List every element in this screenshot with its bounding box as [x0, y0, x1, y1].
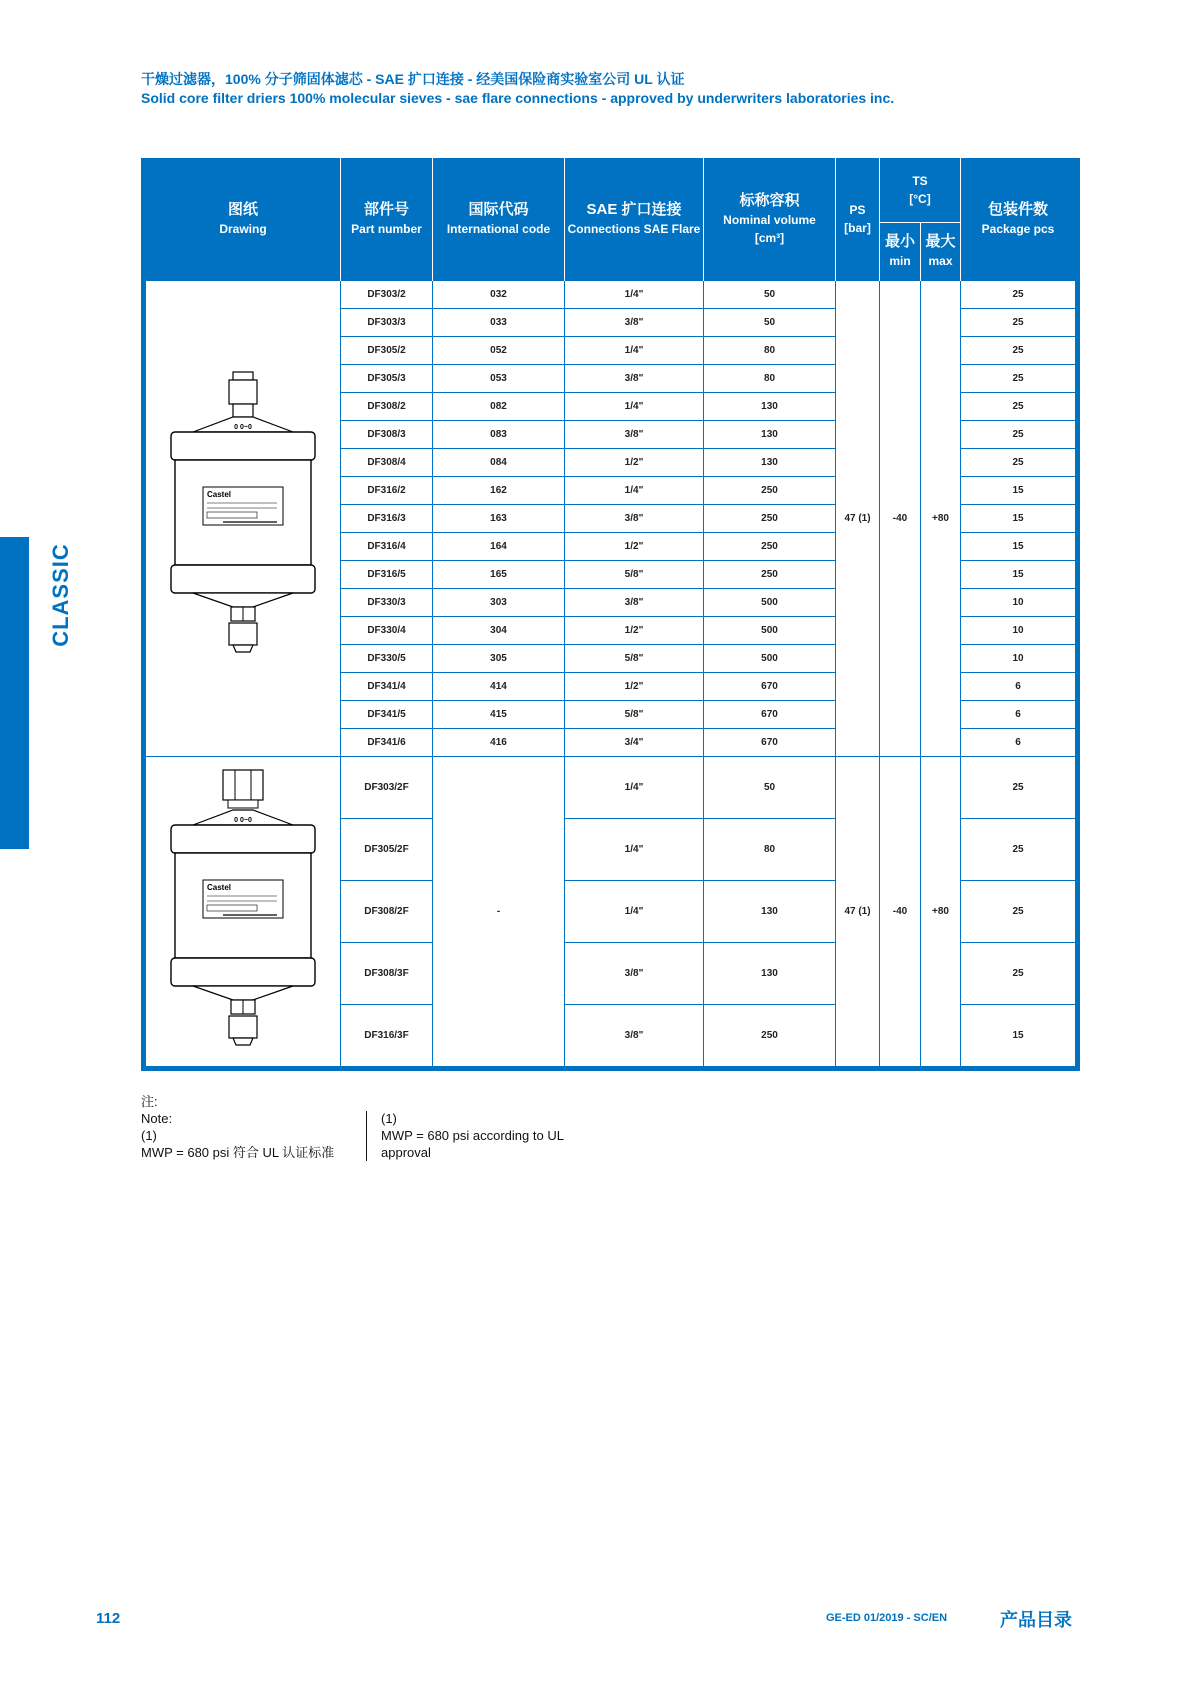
cell-part-number: DF316/4	[341, 532, 433, 560]
cell-nominal-volume: 130	[704, 942, 836, 1004]
cell-package-pcs: 25	[961, 420, 1078, 448]
cell-package-pcs: 25	[961, 448, 1078, 476]
cell-part-number: DF308/3F	[341, 942, 433, 1004]
page-title	[141, 70, 894, 108]
cell-nominal-volume: 250	[704, 532, 836, 560]
cell-part-number: DF316/5	[341, 560, 433, 588]
cell-package-pcs: 25	[961, 818, 1078, 880]
cell-package-pcs: 25	[961, 880, 1078, 942]
cell-international-code: 305	[433, 644, 565, 672]
cell-ps: 47 (1)	[836, 756, 880, 1068]
header-ts-max: 最大 max	[921, 222, 961, 280]
svg-text:0 0~0: 0 0~0	[234, 423, 252, 431]
cell-sae-connection: 1/4"	[565, 476, 704, 504]
cell-sae-connection: 5/8"	[565, 560, 704, 588]
title-en: Solid core filter driers 100% molecular sieves - sae flare connections - approved by underwriters laboratories inc.	[141, 90, 895, 106]
cell-sae-connection: 1/4"	[565, 280, 704, 308]
cell-ps: 47 (1)	[836, 280, 880, 756]
cell-sae-connection: 3/8"	[565, 308, 704, 336]
filter-drier-drawing-icon	[153, 423, 333, 670]
cell-part-number: DF305/2F	[341, 818, 433, 880]
cell-international-code: 414	[433, 672, 565, 700]
cell-package-pcs: 25	[961, 364, 1078, 392]
cell-part-number: DF308/2	[341, 392, 433, 420]
cell-sae-connection: 1/2"	[565, 448, 704, 476]
cell-package-pcs: 25	[961, 942, 1078, 1004]
cell-part-number: DF316/3F	[341, 1004, 433, 1068]
cell-part-number: DF330/4	[341, 616, 433, 644]
notes-divider	[366, 1111, 367, 1161]
cell-nominal-volume: 80	[704, 364, 836, 392]
cell-part-number: DF308/4	[341, 448, 433, 476]
cell-sae-connection: 1/4"	[565, 818, 704, 880]
cell-sae-connection: 3/8"	[565, 420, 704, 448]
table-row	[144, 280, 1078, 308]
cell-nominal-volume: 80	[704, 336, 836, 364]
cell-sae-connection: 3/8"	[565, 364, 704, 392]
cell-package-pcs: 10	[961, 616, 1078, 644]
notes-en: (1) MWP = 680 psi according to UL approval	[381, 1111, 564, 1160]
cell-ts-min: -40	[880, 756, 921, 1068]
cell-sae-connection: 1/2"	[565, 672, 704, 700]
cell-international-code: 165	[433, 560, 565, 588]
cell-ts-min: -40	[880, 280, 921, 756]
cell-ts-max: +80	[921, 280, 961, 756]
cell-nominal-volume: 670	[704, 700, 836, 728]
cell-package-pcs: 25	[961, 308, 1078, 336]
header-ts-min: 最小 min	[880, 222, 921, 280]
drawing-cell	[144, 280, 341, 756]
cell-part-number: DF341/5	[341, 700, 433, 728]
cell-international-code: 162	[433, 476, 565, 504]
header-ts: TS [°C]	[880, 158, 961, 222]
notes-cn: 注: Note: (1) MWP = 680 psi 符合 UL 认证标准	[141, 1094, 335, 1160]
cell-part-number: DF305/3	[341, 364, 433, 392]
cell-part-number: DF341/4	[341, 672, 433, 700]
cell-international-code: 084	[433, 448, 565, 476]
cell-sae-connection: 1/4"	[565, 880, 704, 942]
cell-sae-connection: 3/4"	[565, 728, 704, 756]
cell-sae-connection: 3/8"	[565, 1004, 704, 1068]
cell-nominal-volume: 670	[704, 728, 836, 756]
cell-part-number: DF305/2	[341, 336, 433, 364]
cell-package-pcs: 15	[961, 1004, 1078, 1068]
catalog-label: 产品目录	[1000, 1610, 1072, 1630]
cell-part-number: DF303/2	[341, 280, 433, 308]
cell-package-pcs: 25	[961, 280, 1078, 308]
cell-sae-connection: 1/4"	[565, 336, 704, 364]
cell-part-number: DF341/6	[341, 728, 433, 756]
cell-package-pcs: 25	[961, 392, 1078, 420]
cell-nominal-volume: 250	[704, 476, 836, 504]
cell-nominal-volume: 50	[704, 280, 836, 308]
cell-sae-connection: 3/8"	[565, 942, 704, 1004]
cell-international-code: 032	[433, 280, 565, 308]
cell-international-code: 416	[433, 728, 565, 756]
header-part-number: 部件号 Part number	[341, 158, 433, 280]
cell-nominal-volume: 250	[704, 1004, 836, 1068]
cell-international-code: 082	[433, 392, 565, 420]
cell-nominal-volume: 130	[704, 880, 836, 942]
cell-package-pcs: 25	[961, 336, 1078, 364]
drawing-cell	[144, 756, 341, 1068]
cell-nominal-volume: 130	[704, 448, 836, 476]
cell-nominal-volume: 670	[704, 672, 836, 700]
cell-part-number: DF303/2F	[341, 756, 433, 818]
cell-nominal-volume: 500	[704, 616, 836, 644]
cell-package-pcs: 6	[961, 728, 1078, 756]
cell-nominal-volume: 250	[704, 560, 836, 588]
document-code: GE-ED 01/2019 - SC/EN	[826, 1612, 948, 1624]
cell-part-number: DF316/3	[341, 504, 433, 532]
cell-sae-connection: 5/8"	[565, 644, 704, 672]
side-tab-label: CLASSIC	[48, 543, 73, 647]
cell-part-number: DF303/3	[341, 308, 433, 336]
title-cn: 干燥过滤器，100% 分子筛固体滤芯 - SAE 扩口连接 - 经美国保险商实验室公司 UL 认证	[141, 71, 685, 87]
cell-international-code: -	[433, 756, 565, 1068]
cell-sae-connection: 1/2"	[565, 616, 704, 644]
cell-package-pcs: 10	[961, 588, 1078, 616]
cell-part-number: DF308/2F	[341, 880, 433, 942]
cell-nominal-volume: 130	[704, 420, 836, 448]
side-tab-bar	[0, 537, 29, 849]
header-nominal-volume: 标称容积 Nominal volume [cm³]	[704, 158, 836, 280]
cell-part-number: DF330/3	[341, 588, 433, 616]
cell-international-code: 303	[433, 588, 565, 616]
table-row	[144, 756, 1078, 818]
cell-sae-connection: 1/4"	[565, 392, 704, 420]
cell-package-pcs: 25	[961, 756, 1078, 818]
cell-international-code: 053	[433, 364, 565, 392]
svg-text:Castel: Castel	[207, 489, 232, 499]
header-international-code: 国际代码 International code	[433, 158, 565, 280]
header-package-pcs: 包装件数 Package pcs	[961, 158, 1078, 280]
filter-drier-nut-drawing-icon	[153, 816, 333, 1063]
cell-sae-connection: 1/2"	[565, 532, 704, 560]
spec-table	[141, 158, 1080, 1071]
cell-international-code: 304	[433, 616, 565, 644]
header-drawing: 图纸 Drawing	[144, 158, 341, 280]
cell-international-code: 163	[433, 504, 565, 532]
svg-text:0 0~0: 0 0~0	[234, 816, 252, 824]
header-ps: PS [bar]	[836, 158, 880, 280]
cell-sae-connection: 3/8"	[565, 588, 704, 616]
cell-part-number: DF308/3	[341, 420, 433, 448]
cell-international-code: 052	[433, 336, 565, 364]
cell-package-pcs: 15	[961, 504, 1078, 532]
cell-part-number: DF316/2	[341, 476, 433, 504]
cell-international-code: 164	[433, 532, 565, 560]
cell-nominal-volume: 80	[704, 818, 836, 880]
cell-nominal-volume: 500	[704, 644, 836, 672]
cell-nominal-volume: 500	[704, 588, 836, 616]
cell-nominal-volume: 250	[704, 504, 836, 532]
cell-nominal-volume: 50	[704, 308, 836, 336]
cell-package-pcs: 15	[961, 532, 1078, 560]
cell-package-pcs: 15	[961, 560, 1078, 588]
cell-ts-max: +80	[921, 756, 961, 1068]
cell-package-pcs: 6	[961, 672, 1078, 700]
cell-international-code: 415	[433, 700, 565, 728]
cell-international-code: 033	[433, 308, 565, 336]
cell-nominal-volume: 50	[704, 756, 836, 818]
cell-sae-connection: 5/8"	[565, 700, 704, 728]
svg-text:Castel: Castel	[207, 882, 232, 892]
cell-sae-connection: 1/4"	[565, 756, 704, 818]
cell-sae-connection: 3/8"	[565, 504, 704, 532]
cell-package-pcs: 6	[961, 700, 1078, 728]
page-number: 112	[96, 1610, 121, 1627]
cell-package-pcs: 15	[961, 476, 1078, 504]
cell-package-pcs: 10	[961, 644, 1078, 672]
cell-part-number: DF330/5	[341, 644, 433, 672]
cell-nominal-volume: 130	[704, 392, 836, 420]
cell-international-code: 083	[433, 420, 565, 448]
header-sae-connections: SAE 扩口连接 Connections SAE Flare	[565, 158, 704, 280]
